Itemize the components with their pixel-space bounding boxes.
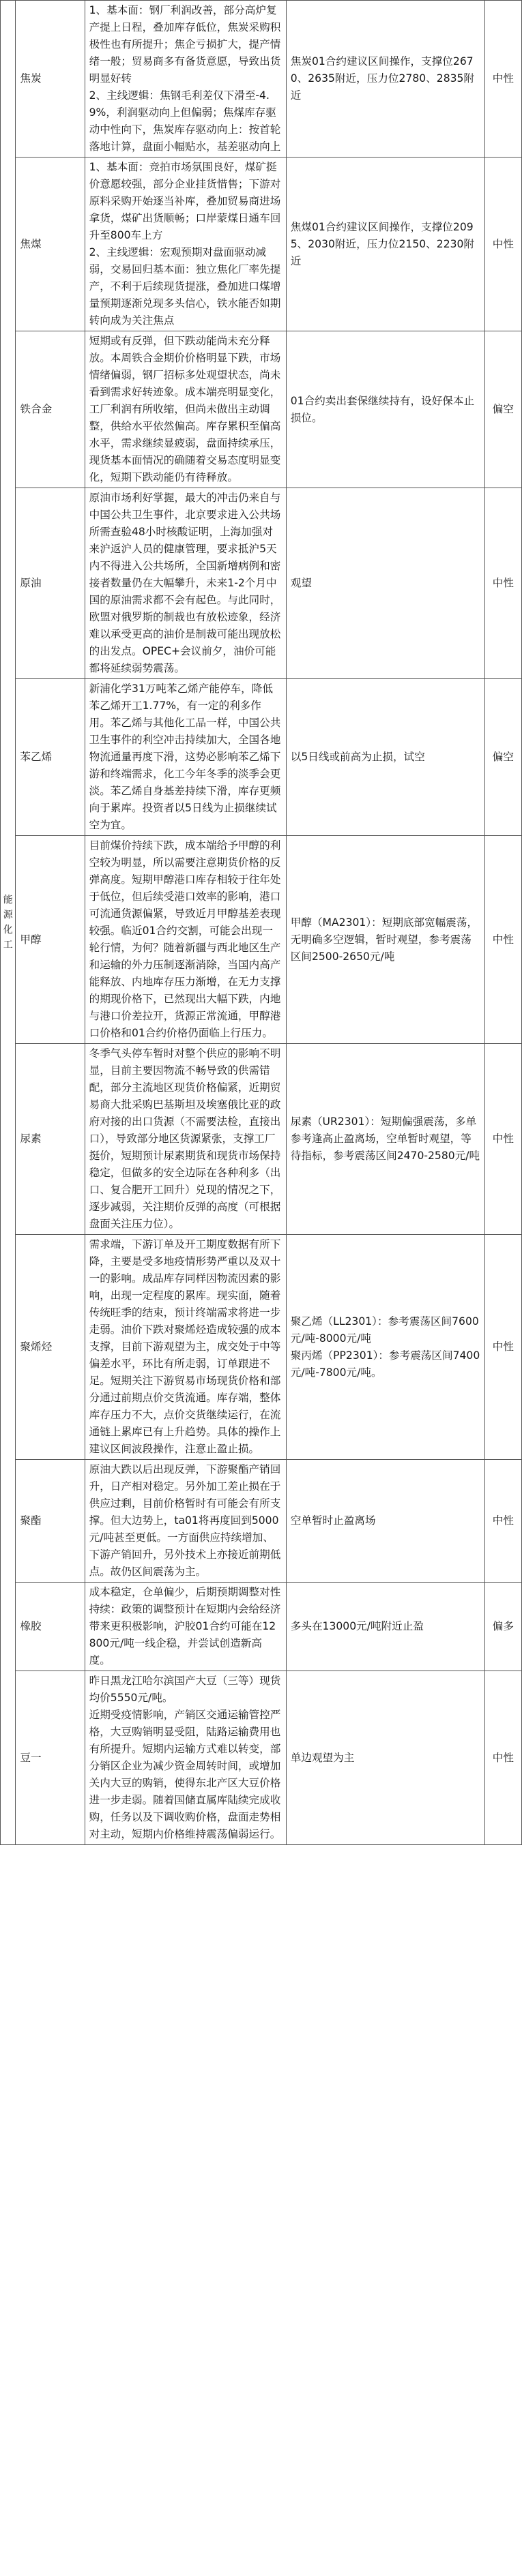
table-row (1, 679, 522, 836)
commodity-name: 甲醇 (16, 836, 85, 1044)
trading-strategy: 焦煤01合约建议区间操作，支撑位2095、2030附近，压力位2150、2230附近 (286, 158, 484, 331)
direction-badge: 中性 (484, 1, 521, 158)
direction-badge: 中性 (484, 158, 521, 331)
fundamental-analysis: 原油大跌以后出现反弹，下游聚酯产销回升，日产相对稳定。另外加工差止损在于供应过剩，目前价格暂时有可能会有所支撑。但大边势上，ta01将再度回到5000元/吨甚至更低。一方面供应持续增加、下游产销回升，另外技术上亦接近前期低点。故仍区间震荡为主。 (85, 1460, 286, 1583)
commodity-name: 聚酯 (16, 1460, 85, 1583)
direction-badge: 偏空 (484, 331, 521, 488)
trading-strategy: 空单暂时止盈离场 (286, 1460, 484, 1583)
trading-strategy: 聚乙烯（LL2301）：参考震荡区间7600元/吨-8000元/吨 聚丙烯（PP2301）：参考震荡区间7400元/吨-7800元/吨。 (286, 1235, 484, 1460)
fundamental-analysis: 需求端，下游订单及开工期度数据有所下降，主要是受多地疫情形势严重以及双十一的影响。成品库存同样因物流因素的影响，出现一定程度的累库。现实面，随着传统旺季的结束，预计终端需求将进一步走弱。油价下跌对聚烯烃造成较强的成本支撑，目前下游观望为主，成交处于中等偏差水平，环比有所走弱，订单跟进不足。短期关注下游贸易市场现货价格和部分通过前期点价交货流通。库存端，整体库存压力不大，点价交货继续运行，在流通链上累库已有上升趋势。具体的操作上建议区间波段操作，注意止盈止损。 (85, 1235, 286, 1460)
category-label: 能源化工 (3, 895, 13, 950)
fundamental-analysis: 目前煤价持续下跌，成本端给予甲醇的利空较为明显，所以需要注意期货价格的反弹高度。短期甲醇港口库存相较于往年处于低位，但后续受港口效率的影响，港口可流通货源偏紧，导致近月甲醇基差表现较强。临近01合约交割，可能会出现一轮行情，为何？随着新疆与西北地区生产和运输的外力压制逐渐消除，当国内高产能释放、内地库存压力渐增，在无力支撑的期现价格下，已然现出大幅下跌，内地与港口价差拉开，货源正常流通，甲醇港口价格和01合约价格仍面临上行压力。 (85, 836, 286, 1044)
fundamental-analysis: 1、基本面：竞拍市场氛围良好，煤矿挺价意愿较强，部分企业挂货惜售；下游对原料采购开始逐当补库，叠加贸易商进场拿货，煤矿出货顺畅；口岸蒙煤日通车回升至800车上方 2、主线逻辑：宏观预期对盘面驱动减弱，交易回归基本面：独立焦化厂率先提产，不利于后续现货提涨，叠加进口煤增量预期逐渐兑现多头信心，铁水能否如期转向成为关注焦点 (85, 158, 286, 331)
trading-strategy: 多头在13000元/吨附近止盈 (286, 1583, 484, 1671)
table-row (1, 1460, 522, 1583)
fundamental-analysis: 1、基本面：钢厂利润改善，部分高炉复产提上日程，叠加库存低位，焦炭采购积极性也有所提升；焦企亏损扩大，提产情绪一般；贸易商多有备货意愿，导致出货明显好转 2、主线逻辑：焦钢毛利差仅下滑至-4.9%，利润驱动向上但偏弱；焦煤库存驱动中性向下，焦炭库存驱动向上：按首轮落地计算，盘面小幅贴水，基差驱动向上 (85, 1, 286, 158)
table-row (1, 836, 522, 1044)
category-cell (1, 1, 16, 1845)
commodity-name: 尿素 (16, 1044, 85, 1235)
table-row (1, 488, 522, 679)
trading-strategy: 观望 (286, 488, 484, 679)
commodity-name: 豆一 (16, 1671, 85, 1845)
trading-strategy: 以5日线或前高为止损，试空 (286, 679, 484, 836)
direction-badge: 中性 (484, 1044, 521, 1235)
commodity-name: 聚烯烃 (16, 1235, 85, 1460)
table-row (1, 1583, 522, 1671)
table-row (1, 1044, 522, 1235)
commodity-name: 焦煤 (16, 158, 85, 331)
table-row (1, 158, 522, 331)
direction-badge: 中性 (484, 1460, 521, 1583)
commodity-name: 橡胶 (16, 1583, 85, 1671)
commodity-name: 焦炭 (16, 1, 85, 158)
direction-badge: 中性 (484, 1671, 521, 1845)
commodity-name: 原油 (16, 488, 85, 679)
fundamental-analysis: 新浦化学31万吨苯乙烯产能停车，降低苯乙烯开工1.77%，有一定的利多作用。苯乙烯与其他化工品一样，中国公共卫生事件的利空冲击持续加大，全国各地物流通量再度下滑，这势必影响苯乙烯下游和终端需求，化工今年冬季的淡季会更淡。苯乙烯自身基差持续下滑，库存更频向于累库。投资者以5日线为止损继续试空为宜。 (85, 679, 286, 836)
direction-badge: 中性 (484, 836, 521, 1044)
table-row (1, 1671, 522, 1845)
trading-strategy: 甲醇（MA2301）：短期底部宽幅震荡，无明确多空逻辑，暂时观望，参考震荡区间2500-2650元/吨 (286, 836, 484, 1044)
table-row (1, 331, 522, 488)
commodity-name: 铁合金 (16, 331, 85, 488)
fundamental-analysis: 冬季气头停车暂时对整个供应的影响不明显，目前主要因物流不畅导致的供需错配，部分主流地区现货价格偏紧，近期贸易商大批采购巴基斯坦及埃塞俄比亚的政府对接的出口货源（不需要法检，直接出口），导致部分地区货源紧张，支撑工厂挺价，短期预计尿素期货和现货市场保持稳定，但做多的安全边际在各种利多（出口、复合肥开工回升）兑现的情况之下，逐步减弱，关注期价反弹的高度（可根据盘面关注压力位）。 (85, 1044, 286, 1235)
table-row (1, 1235, 522, 1460)
direction-badge: 中性 (484, 1235, 521, 1460)
trading-strategy: 单边观望为主 (286, 1671, 484, 1845)
trading-strategy: 01合约卖出套保继续持有，设好保本止损位。 (286, 331, 484, 488)
table-row (1, 1, 522, 158)
fundamental-analysis: 短期或有反弹，但下跌动能尚未充分释放。本周铁合金期价价格明显下跌，市场情绪偏弱，钢厂招标多处观望状态，尚未看到需求好转迹象。成本端亮明显变化，工厂利润有所收缩，但尚未做出主动调整，供给水平依然偏高。库存累积至偏高水平，需求继续显疲弱，盘面持续承压，现货基本面情况的确随着交易态度明显变化，短期下跌动能仍有待释放。 (85, 331, 286, 488)
fundamental-analysis: 昨日黑龙江哈尔滨国产大豆（三等）现货均价5550元/吨。 近期受疫情影响，产销区交通运输管控严格，大豆购销明显受阻，陆路运输费用也有所提升。短期内运输方式难以转变，部分销区企业为减少资金周转时间，或增加关内大豆的购销，使得东北产区大豆价格进一步走弱。随着国储直属库陆续完成收购，任务以及下调收购价格，盘面走势相对主动，短期内价格维持震荡偏弱运行。 (85, 1671, 286, 1845)
trading-strategy: 尿素（UR2301）：短期偏强震荡，多单参考逢高止盈离场，空单暂时观望，等待指标，参考震荡区间2470-2580元/吨 (286, 1044, 484, 1235)
fundamental-analysis: 原油市场利好掌握，最大的冲击仍来自与中国公共卫生事件，北京要求进入公共场所需查验48小时核酸证明，上海加强对来沪返沪人员的健康管理，要求抵沪5天内不得进入公共场所，全国新增病例和密接者数量仍在大幅攀升，未来1-2个月中国的原油需求都不会有起色。与此同时，欧盟对俄罗斯的制裁也有放松迹象，经济难以承受更高的油价是制裁可能出现放松的出发点。OPEC+会议前夕，油价可能都将延续弱势震荡。 (85, 488, 286, 679)
trading-strategy: 焦炭01合约建议区间操作，支撑位2670、2635附近，压力位2780、2835附近 (286, 1, 484, 158)
direction-badge: 中性 (484, 488, 521, 679)
direction-badge: 偏多 (484, 1583, 521, 1671)
commodity-name: 苯乙烯 (16, 679, 85, 836)
fundamental-analysis: 成本稳定，仓单偏少，后期预期调整对性持续：政策的调整预计在短期内会给经济带来更积极影响，沪胶01合约可能在12800元/吨一线企稳，并尝试创造新高度。 (85, 1583, 286, 1671)
direction-badge: 偏空 (484, 679, 521, 836)
